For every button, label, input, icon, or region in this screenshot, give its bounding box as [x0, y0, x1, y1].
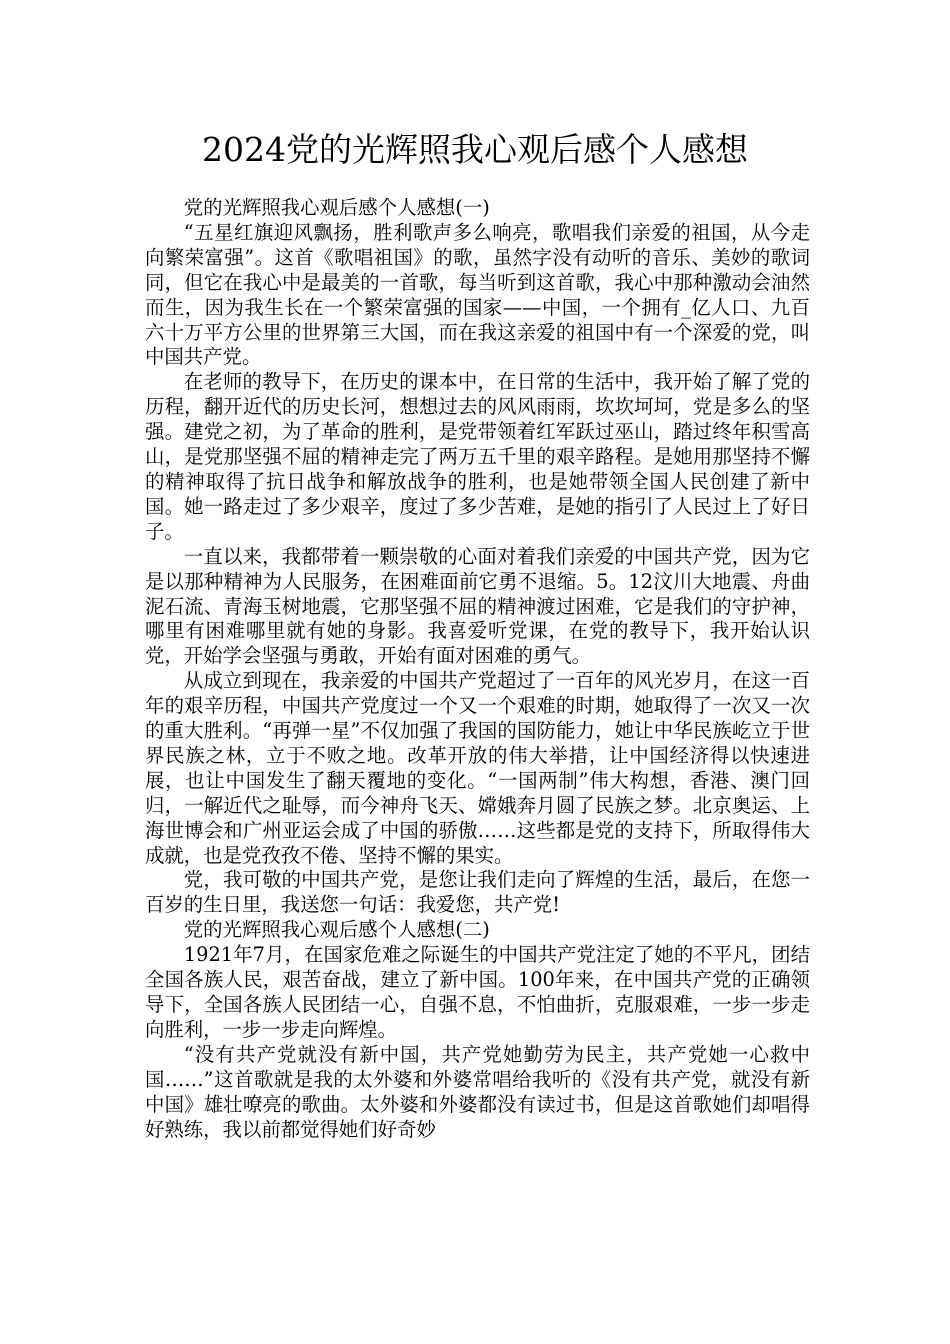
paragraph: “五星红旗迎风飘扬，胜利歌声多么响亮，歌唱我们亲爱的祖国，从今走向繁荣富强”。这首《歌唱祖国》的歌，虽然字没有动听的音乐、美妙的歌词同，但它在我心中是最美的一首歌，每当听到这首歌，我心中那种激动会油然而生，因为我生长在一个繁荣富强的国家——中国，一个拥有_亿人口、九百六十万平方公里的世界第三大国，而在我这亲爱的祖国中有一个深爱的党，叫中国共产党。: [145, 220, 810, 369]
paragraph: 一直以来，我都带着一颗崇敬的心面对着我们亲爱的中国共产党，因为它是以那种精神为人民服务，在困难面前它勇不退缩。5。12汶川大地震、舟曲泥石流、青海玉树地震，它那坚强不屈的精神渡过困难，它是我们的守护神，哪里有困难哪里就有她的身影。我喜爱听党课，在党的教导下，我开始认识党，开始学会坚强与勇敢，开始有面对困难的勇气。: [145, 544, 810, 668]
paragraph: 党，我可敬的中国共产党，是您让我们走向了辉煌的生活，最后，在您一百岁的生日里，我送您一句话：我爱您，共产党!: [145, 868, 810, 917]
section-heading: 党的光辉照我心观后感个人感想(二): [183, 918, 490, 942]
page-title: 2024党的光辉照我心观后感个人感想: [202, 130, 748, 169]
paragraph: 从成立到现在，我亲爱的中国共产党超过了一百年的风光岁月，在这一百年的艰辛历程，中国共产党度过一个又一个艰难的时期，她取得了一次又一次的重大胜利。“再弹一星”不仅加强了我国的国防能力，她让中华民族屹立于世界民族之林，立于不败之地。改革开放的伟大举措，让中国经济得以快速进展，也让中国发生了翻天覆地的变化。“一国两制”伟大构想，香港、澳门回归，一解近代之耻辱，而今神舟飞天、嫦娥奔月圆了民族之梦。北京奥运、上海世博会和广州亚运会成了中国的骄傲……这些都是党的支持下，所取得伟大成就，也是党孜孜不倦、坚持不懈的果实。: [145, 669, 810, 867]
paragraph: “没有共产党就没有新中国，共产党她勤劳为民主，共产党她一心救中国……”这首歌就是我的太外婆和外婆常唱给我听的《没有共产党，就没有新中国》雄壮嘹亮的歌曲。太外婆和外婆都没有读过书，但是这首歌她们却唱得好熟练，我以前都觉得她们好奇妙: [145, 1042, 810, 1141]
section-heading: 党的光辉照我心观后感个人感想(一): [183, 196, 490, 219]
document-body: [145, 196, 810, 1142]
paragraph: 在老师的教导下，在历史的课本中，在日常的生活中，我开始了解了党的历程，翻开近代的历史长河，想想过去的风风雨雨，坎坎坷坷，党是多么的坚强。建党之初，为了革命的胜利，是党带领着红军跃过巫山，踏过终年积雪高山，是党那坚强不屈的精神走完了两万五千里的艰辛路程。是她用那坚持不懈的精神取得了抗日战争和解放战争的胜利，也是她带领全国人民创建了新中国。她一路走过了多少艰辛，度过了多少苦难，是她的指引了人民过上了好日子。: [145, 370, 810, 543]
paragraph: 1921年7月，在国家危难之际诞生的中国共产党注定了她的不平凡，团结全国各族人民，艰苦奋战，建立了新中国。100年来，在中国共产党的正确领导下，全国各族人民团结一心，自强不息，不怕曲折，克服艰难，一步一步走向胜利，一步一步走向辉煌。: [145, 943, 810, 1041]
